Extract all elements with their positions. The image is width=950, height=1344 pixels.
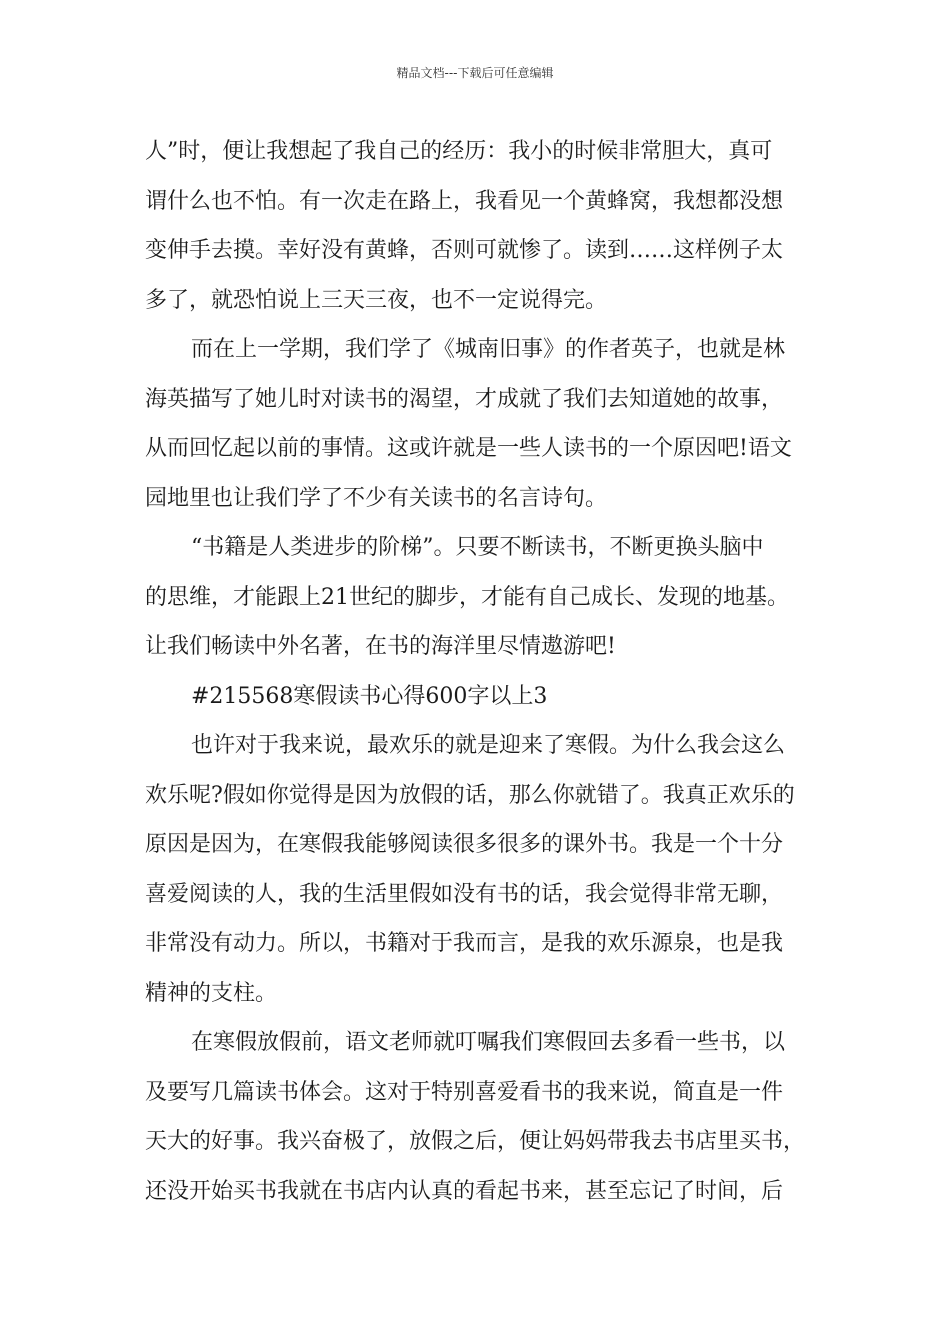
text-line: 还没开始买书我就在书店内认真的看起书来，甚至忘记了时间，后 <box>145 1178 784 1204</box>
text-line: 从而回忆起以前的事情。这或许就是一些人读书的一个原因吧!语文 <box>145 436 792 461</box>
text-line: 及要写几篇读书体会。这对于特别喜爱看书的我来说，简直是一件 <box>145 1079 784 1105</box>
text-line: 而在上一学期，我们学了《城南旧事》的作者英子，也就是林 <box>191 337 786 362</box>
text-line: 天大的好事。我兴奋极了，放假之后，便让妈妈带我去书店里买书， <box>145 1129 806 1154</box>
text-line: #215568寒假读书心得600字以上3 <box>191 683 548 709</box>
text-line: 原因是因为，在寒假我能够阅读很多很多的课外书。我是一个十分 <box>145 832 784 857</box>
text-line: 园地里也让我们学了不少有关读书的名言诗句。 <box>145 485 608 511</box>
text-line: 谓什么也不怕。有一次走在路上，我看见一个黄蜂窝，我想都没想 <box>145 188 784 214</box>
document-body <box>145 132 825 1221</box>
text-line: 精神的支柱。 <box>145 980 278 1006</box>
text-line: 人”时，便让我想起了我自己的经历：我小的时候非常胆大，真可 <box>145 139 773 164</box>
text-line: 海英描写了她儿时对读书的渴望，才成就了我们去知道她的故事， <box>145 386 784 412</box>
text-line: 也许对于我来说，最欢乐的就是迎来了寒假。为什么我会这么 <box>191 733 786 758</box>
text-line: 欢乐呢?假如你觉得是因为放假的话，那么你就错了。我真正欢乐的 <box>145 782 795 808</box>
text-line: 喜爱阅读的人，我的生活里假如没有书的话，我会觉得非常无聊， <box>145 881 784 907</box>
text-line: 非常没有动力。所以，书籍对于我而言，是我的欢乐源泉，也是我 <box>145 931 784 956</box>
text-line: 在寒假放假前，语文老师就叮嘱我们寒假回去多看一些书，以 <box>191 1030 786 1055</box>
text-line: “书籍是人类进步的阶梯”。只要不断读书，不断更换头脑中 <box>191 535 764 560</box>
text-line: 的思维，才能跟上21世纪的脚步，才能有自己成长、发现的地基。 <box>145 584 789 610</box>
text-line: 变伸手去摸。幸好没有黄蜂，否则可就惨了。读到……这样例子太 <box>145 238 784 263</box>
text-line: 让我们畅读中外名著，在书的海洋里尽情遨游吧! <box>145 634 616 659</box>
text-line: 多了，就恐怕说上三天三夜，也不一定说得完。 <box>145 287 608 313</box>
page-header: 精品文档---下载后可任意编辑 <box>396 66 554 80</box>
